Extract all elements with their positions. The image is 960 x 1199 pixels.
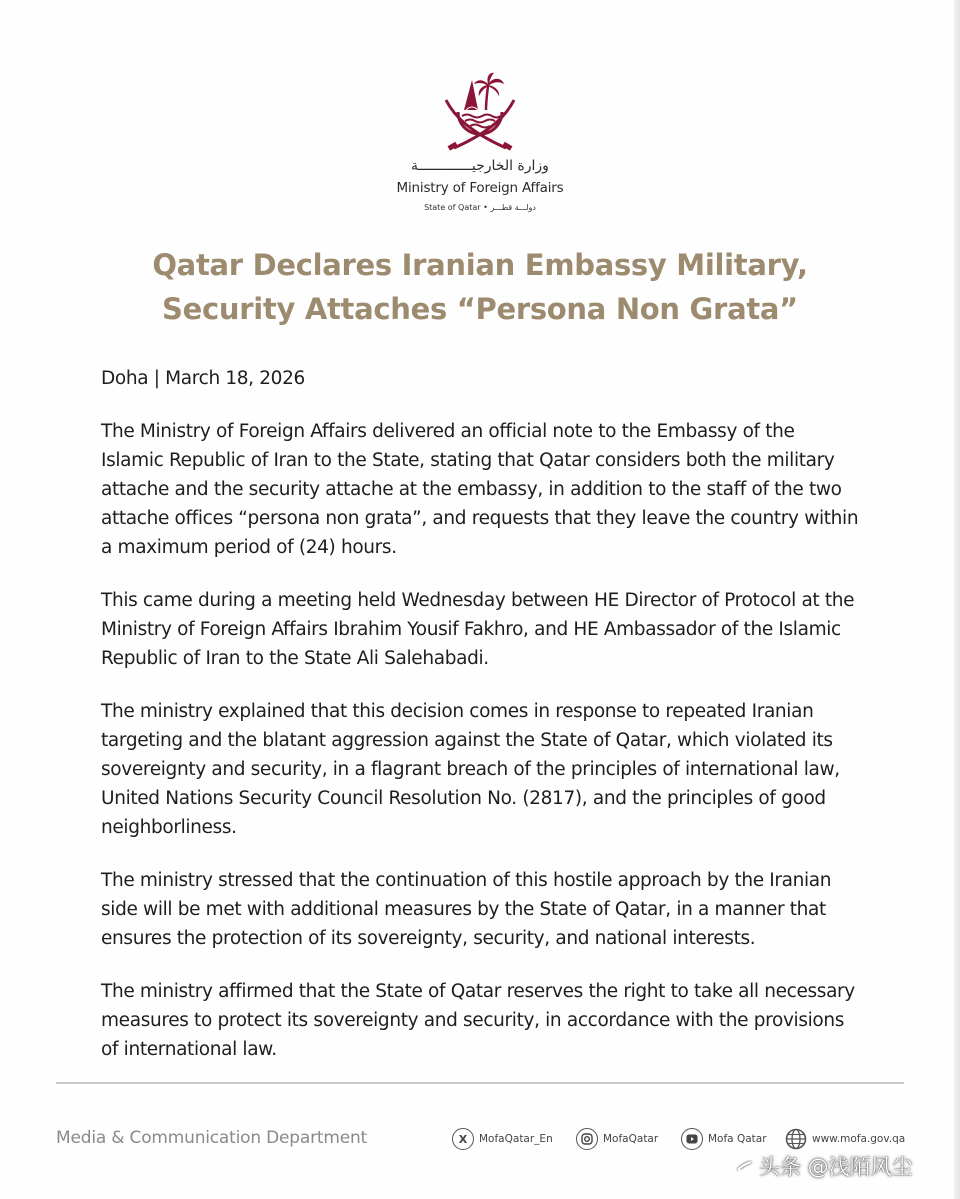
paragraph-2: This came during a meeting held Wednesday between HE Director of Protocol at the Ministry of Foreign Affairs Ibrahim Yousif Fakhro, and HE Ambassador of the Islamic Republic of Iran to the State Ali Salehabadi. — [101, 590, 855, 669]
paragraph-5: The ministry affirmed that the State of Qatar reserves the right to take all necessary measures to protect its sovereignty and security, in accordance with the provisions of international law. — [101, 981, 855, 1060]
instagram-icon — [576, 1128, 598, 1150]
headline-line-1: Qatar Declares Iranian Embassy Military, — [152, 248, 808, 282]
x-handle: MofaQatar_En — [479, 1133, 553, 1145]
press-release-body — [101, 364, 861, 1088]
watermark-text: 头条 @浅陌风尘 — [759, 1155, 913, 1179]
youtube-handle: Mofa Qatar — [708, 1133, 767, 1145]
paragraph-1: The Ministry of Foreign Affairs delivered an official note to the Embassy of the Islamic Republic of Iran to the State, stating that Qatar considers both the military attache and the security attache at the embassy, in addition to the staff of the two attache offices “persona non grata”, and requests that they leave the country within a maximum period of (24) hours. — [101, 421, 859, 558]
press-release-headline — [80, 243, 880, 331]
sparkle-icon — [735, 1156, 755, 1176]
instagram-handle: MofaQatar — [603, 1133, 659, 1145]
globe-icon — [785, 1128, 807, 1150]
dateline: Doha | March 18, 2026 — [101, 368, 305, 389]
paragraph-3: The ministry explained that this decision comes in response to repeated Iranian targeting and the blatant aggression against the State of Qatar, which violated its sovereignty and security, in a flagrant breach of the principles of international law, United Nations Security Council Resolution No. (2817), and the principles of good neighborliness. — [101, 701, 840, 838]
paragraph-4: The ministry stressed that the continuation of this hostile approach by the Iranian side will be met with additional measures by the State of Qatar, in a manner that ensures the protection of its sovereignty, security, and national interests. — [101, 870, 832, 949]
ministry-logo — [330, 70, 630, 220]
ministry-english-name: Ministry of Foreign Affairs — [396, 180, 564, 196]
x-icon: X — [452, 1128, 474, 1150]
platform-watermark — [735, 1148, 945, 1184]
state-of-qatar-label: State of Qatar • دولـــة قطـــر — [424, 203, 536, 212]
youtube-icon — [681, 1128, 703, 1150]
instagram-link[interactable] — [576, 1126, 658, 1152]
page-edge-shadow — [954, 0, 960, 1199]
headline-line-2: Security Attaches “Persona Non Grata” — [162, 292, 798, 326]
x-link[interactable] — [452, 1126, 553, 1152]
footer-divider — [56, 1082, 904, 1084]
footer-department: Media & Communication Department — [56, 1128, 367, 1148]
qatar-emblem-icon — [440, 70, 520, 154]
website-url: www.mofa.gov.qa — [812, 1133, 906, 1145]
ministry-arabic-name: وزارة الخارجيـــــــــــــة — [411, 158, 549, 174]
